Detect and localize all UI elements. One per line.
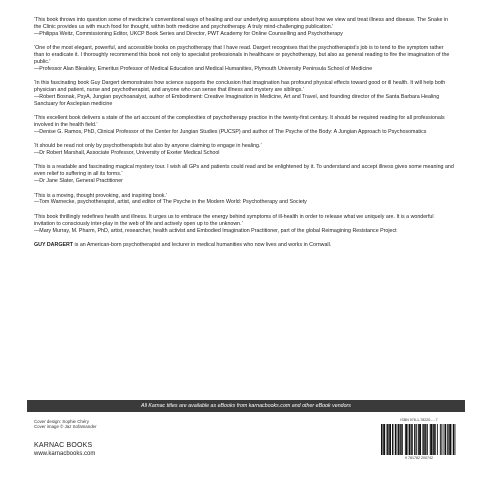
barcode-digits: 9 781782 200742 — [405, 456, 433, 460]
ebook-banner: All Karnac titles are available as eBooks from karnacbooks.com and other eBook vendors — [27, 400, 465, 412]
publisher-block — [34, 441, 95, 458]
review-block — [34, 193, 454, 207]
isbn-text: ISBN 978-1-78220-...-7 — [400, 418, 438, 422]
review-attribution: —Dr Jane Slater, General Practitioner — [34, 178, 123, 185]
review-quote: ‘This is a readable and fascinating magical mystery tour. I wish all GPs and patients could read and be enlightened by it. To understand and accept illness gives some meaning and even relief to suffering in all its forms.’ — [34, 164, 454, 178]
review-quote: ‘In this fascinating book Guy Dargert demonstrates how science supports the conclusion that imagination has profound physical effects toward good or ill health. It will help both physician and patient, nurse and psychotherapist, and anyone who can sense that illness and mystery are siblings.’ — [34, 80, 446, 94]
review-attribution: —Denise G. Ramos, PhD, Clinical Professor of the Center for Jungian Studies (PUCSP) and author of The Psyche of the Body: A Jungian Approach to Psychosomatics — [34, 128, 427, 135]
review-attribution: —Tom Warnecke, psychotherapist, artist, and editor of The Psyche in the Modern World: Psychotherapy and Society — [34, 199, 307, 206]
review-attribution: —Professor Alan Bleakley, Emeritus Professor of Medical Education and Medical Humanities, Plymouth University Peninsula School of Medicine — [34, 65, 373, 72]
review-attribution: —Philippa Weitz, Commissioning Editor, UKCP Book Series and Director, PWT Academy for Online Counselling and Psychotherapy — [34, 30, 343, 37]
review-block — [34, 143, 454, 157]
review-quote: ‘This excellent book delivers a state of the art account of the complexities of psychotherapy practice in the twenty-first century. It should be required reading for all professionals involved in the health field.’ — [34, 115, 445, 129]
author-bio — [34, 242, 454, 249]
review-quote: ‘This book thrillingly redefines health and illness. It urges us to embrace the energy behind symptoms of ill-health in order to release what we uniquely are. It is a wonderful invitation to consciously inter-play in the web of life and actively open up to the unknown.’ — [34, 213, 434, 227]
review-block — [34, 214, 454, 235]
barcode-bars — [379, 424, 459, 456]
review-block — [34, 80, 454, 108]
isbn-barcode — [375, 418, 463, 464]
review-block — [34, 45, 454, 73]
review-block — [34, 164, 454, 185]
review-block — [34, 115, 454, 136]
review-quote: ‘It should be read not only by psychotherapists but also by anyone claiming to engage in healing.’ — [34, 143, 262, 150]
review-quote: ‘This is a moving, thought provoking, and inspiring book.’ — [34, 192, 168, 199]
author-bio-text: is an American-born psychotherapist and lecturer in medical humanities who now lives and works in Cornwall. — [73, 241, 332, 248]
cover-credits — [34, 419, 97, 430]
publisher-url: www.karnacbooks.com — [34, 451, 96, 457]
cover-design-credit: Cover design: Sophie Chéry — [34, 419, 89, 424]
review-quote: ‘This book throws into question some of medicine’s conventional ways of healing and our underlying assumptions about how we view and treat illness and disease. The Snake in the Clinic provides us with much food for thought, within both medicine and psychotherapy. A truly mind-challenging publication.’ — [34, 17, 449, 30]
author-name: GUY DARGERT — [34, 241, 74, 248]
review-quote: ‘One of the most elegant, powerful, and accessible books on psychotherapy that I have read. Dargert recognises that the psychotherapist’s job is to tend to the symptom rather than to eradicate it. I thoroughly recommend this book not only to specialist professionals in healthcare or psychotherapy, but also as general reading to fire the imagination of the public.’ — [34, 45, 450, 65]
review-attribution: —Mary Murray, M. Pharm, PhD, artist, researcher, health activist and Embodied Imagination Practitioner, part of the global Reimagining Resistance Project — [34, 227, 397, 234]
back-cover-text — [34, 17, 454, 249]
cover-image-credit: Cover image © Jaz Sofamander — [34, 424, 97, 430]
publisher-name: KARNAC BOOKS — [34, 442, 93, 449]
review-block — [34, 17, 454, 38]
review-attribution: —Dr Robert Marshall, Associate Professor, University of Exeter Medical School — [34, 150, 220, 157]
review-attribution: —Robert Bosnak, PsyA, Jungian psychoanalyst, author of Embodiment: Creative Imagination in Medicine, Art and Travel, and founding director of the Santa Barbara Healing Sanctuary for Asclepian medicine — [34, 93, 440, 107]
